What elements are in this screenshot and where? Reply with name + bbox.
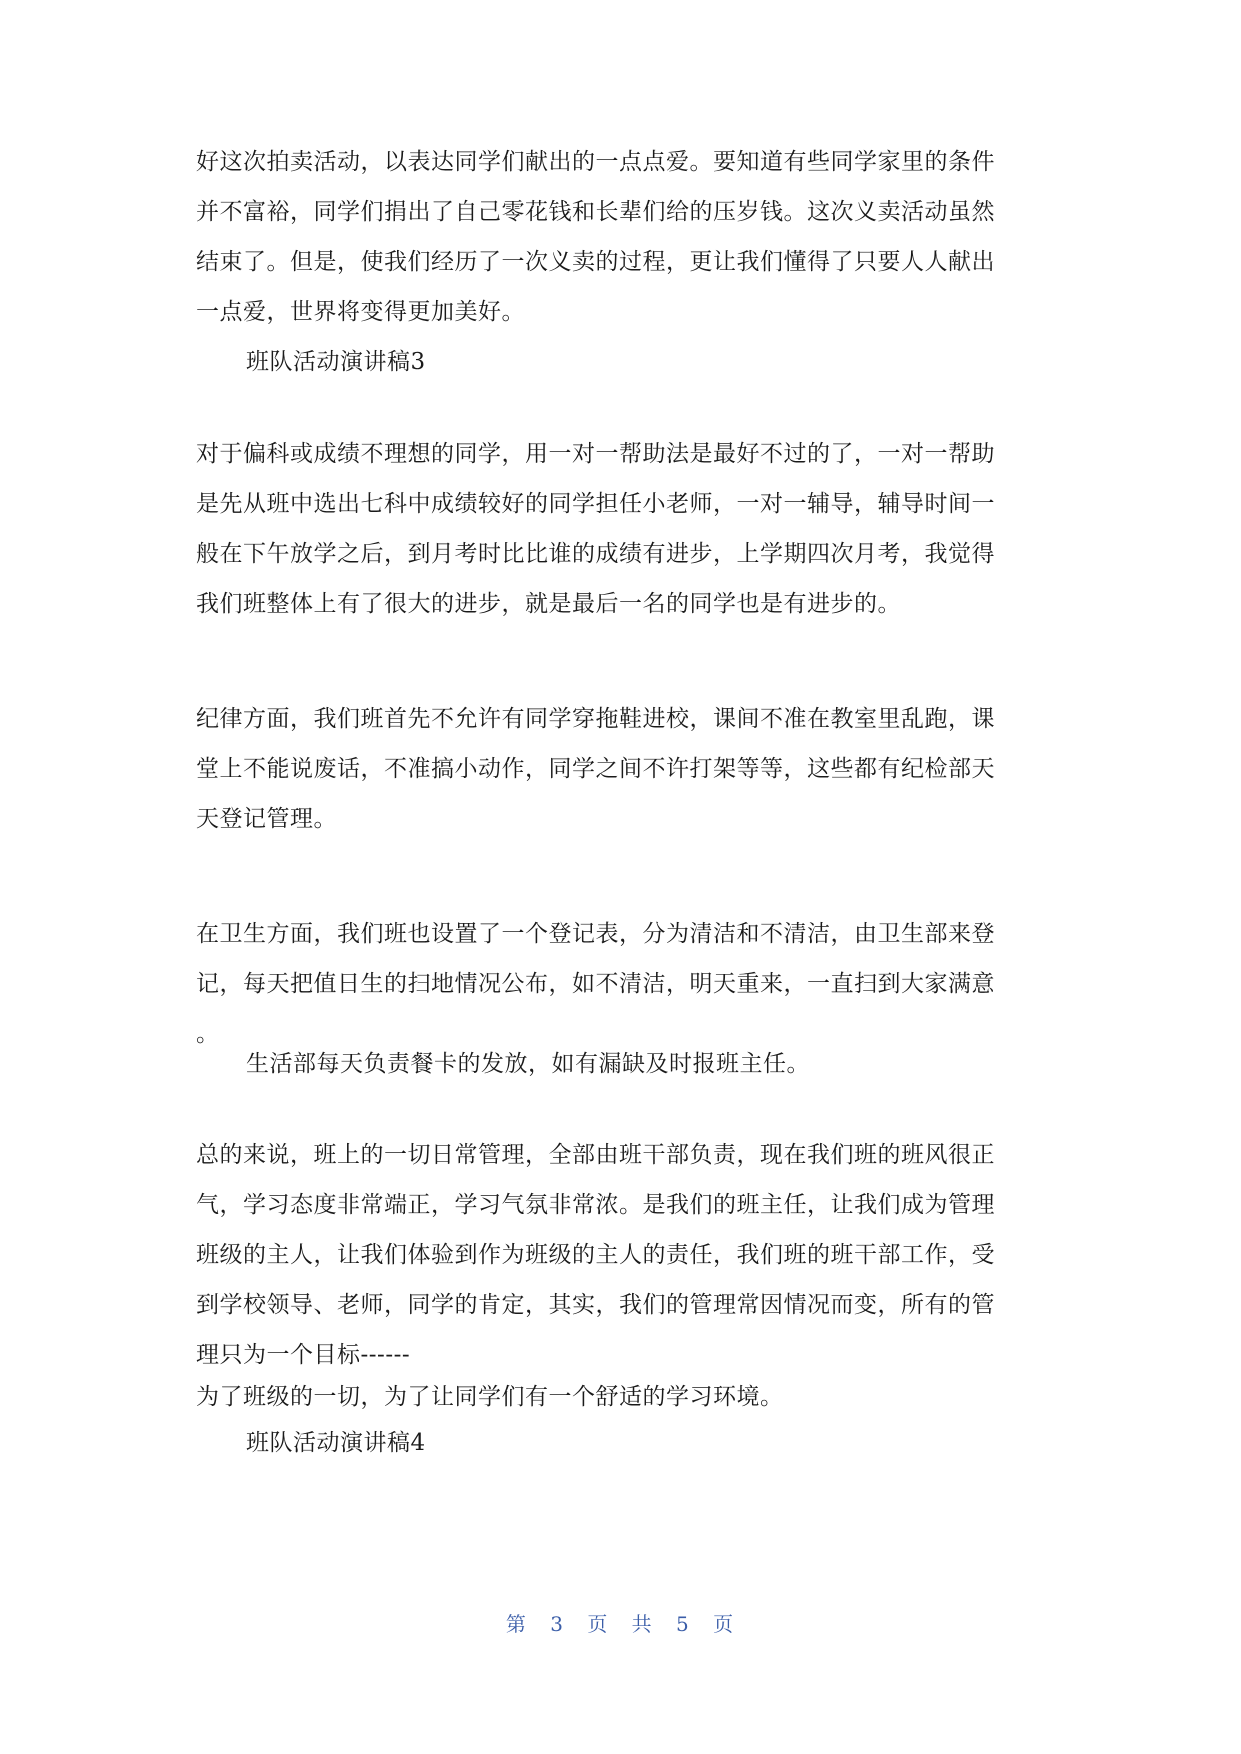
section-heading: 班队活动演讲稿3 bbox=[246, 349, 426, 375]
footer-gong: 共 bbox=[631, 1612, 654, 1636]
footer-ye: 页 bbox=[587, 1612, 610, 1636]
text-line: 一点爱，世界将变得更加美好。 bbox=[196, 299, 525, 325]
section-heading-4 bbox=[196, 1418, 1052, 1468]
paragraph-hygiene bbox=[196, 909, 1052, 1059]
paragraph-one-on-one-help bbox=[196, 429, 1052, 629]
text-line: 记，每天把值日生的扫地情况公布，如不清洁，明天重来，一直扫到大家满意 bbox=[196, 971, 995, 997]
text-line: 气，学习态度非常端正，学习气氛非常浓。是我们的班主任，让我们成为管理 bbox=[196, 1192, 995, 1218]
text-line: 到学校领导、老师，同学的肯定，其实，我们的管理常因情况而变，所有的管 bbox=[196, 1292, 995, 1318]
text-line: 并不富裕，同学们捐出了自己零花钱和长辈们给的压岁钱。这次义卖活动虽然 bbox=[196, 199, 995, 225]
text-line: 理只为一个目标------ bbox=[196, 1342, 411, 1368]
paragraph-auction-conclusion bbox=[196, 137, 1052, 337]
text-line: 班级的主人，让我们体验到作为班级的主人的责任，我们班的班干部工作，受 bbox=[196, 1242, 995, 1268]
text-line: 结束了。但是，使我们经历了一次义卖的过程，更让我们懂得了只要人人献出 bbox=[196, 249, 995, 275]
footer-di: 第 bbox=[505, 1612, 528, 1636]
text-line: 生活部每天负责餐卡的发放，如有漏缺及时报班主任。 bbox=[246, 1051, 810, 1077]
page-footer bbox=[0, 1608, 1241, 1637]
text-line: 对于偏科或成绩不理想的同学，用一对一帮助法是最好不过的了，一对一帮助 bbox=[196, 441, 995, 467]
text-line: 天登记管理。 bbox=[196, 806, 337, 832]
footer-total-pages: 5 bbox=[676, 1612, 691, 1636]
footer-ye2: 页 bbox=[713, 1612, 736, 1636]
text-line: 纪律方面，我们班首先不允许有同学穿拖鞋进校，课间不准在教室里乱跑，课 bbox=[196, 706, 995, 732]
text-line: 我们班整体上有了很大的进步，就是最后一名的同学也是有进步的。 bbox=[196, 591, 901, 617]
text-line: 般在下午放学之后，到月考时比比谁的成绩有进步，上学期四次月考，我觉得 bbox=[196, 541, 995, 567]
text-line: 总的来说，班上的一切日常管理，全部由班干部负责，现在我们班的班风很正 bbox=[196, 1142, 995, 1168]
text-line: 为了班级的一切，为了让同学们有一个舒适的学习环境。 bbox=[196, 1384, 784, 1410]
text-line: 。 bbox=[196, 1021, 220, 1047]
paragraph-life-department bbox=[196, 1039, 1052, 1089]
section-heading: 班队活动演讲稿4 bbox=[246, 1430, 426, 1456]
text-line: 在卫生方面，我们班也设置了一个登记表，分为清洁和不清洁，由卫生部来登 bbox=[196, 921, 995, 947]
paragraph-summary bbox=[196, 1130, 1052, 1422]
paragraph-discipline bbox=[196, 694, 1052, 844]
section-heading-3 bbox=[196, 337, 1052, 387]
text-line: 堂上不能说废话，不准搞小动作，同学之间不许打架等等，这些都有纪检部天 bbox=[196, 756, 995, 782]
footer-page-number: 3 bbox=[550, 1612, 565, 1636]
text-line: 好这次拍卖活动，以表达同学们献出的一点点爱。要知道有些同学家里的条件 bbox=[196, 149, 995, 175]
text-line: 是先从班中选出七科中成绩较好的同学担任小老师，一对一辅导，辅导时间一 bbox=[196, 491, 995, 517]
